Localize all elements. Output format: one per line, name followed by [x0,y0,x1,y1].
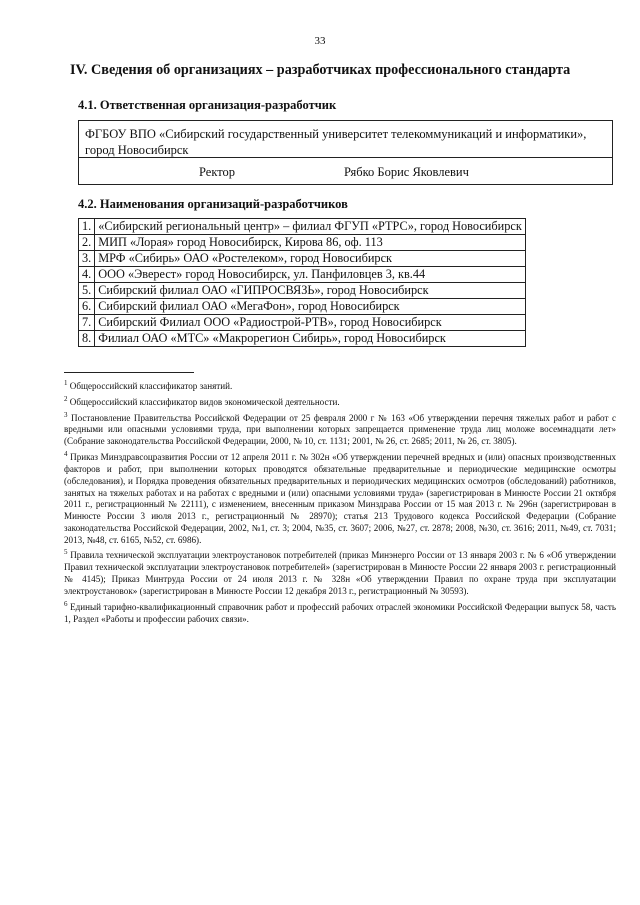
org-name-cell: «Сибирский региональный центр» – филиал ФГУП «РТРС», город Новосибирск [95,219,526,235]
row-number: 3. [79,251,95,267]
footnote-text: Единый тарифно-квалификационный справочник работ и профессий рабочих отраслей экономики Российской Федерации выпуск 58, часть 1, Раздел «Работы и профессии рабочих связи». [64,601,616,624]
table-row [79,315,526,331]
row-number: 1. [79,219,95,235]
org-name-cell: МИП «Лорая» город Новосибирск, Кирова 86, оф. 113 [95,235,526,251]
responsible-org-box [78,120,613,185]
org-name-cell: Сибирский Филиал ООО «Радиострой-РТВ», город Новосибирск [95,315,526,331]
developer-orgs-table [78,218,526,347]
footnote-mark: 2 [64,394,68,403]
table-row [79,331,526,347]
divider [79,157,612,158]
footnotes [64,378,616,626]
footnote-text: Приказ Минздравсоцразвития России от 12 апреля 2011 г. № 302н «Об утверждении перечней вредных и (или) опасных производственных факторов и работ, при выполнении которых проводятся обязательные предварительные и периодические медицинские осмотры (обследования), и Порядка проведения обязательных предварительных и периодических медицинских осмотров (обследований) работников, занятых на тяжелых работах и на работах с вредными и (или) опасными условиями труда» (зарегистрирован в Минюсте России 21 октября 2011 г., регистрационный № 22111), с изменением, внесенным приказом Минздрава России от 15 мая 2013 г. № 296н (зарегистрирован в Минюсте России 3 июля 2013 г., регистрационный № 28970); статья 213 Трудового кодекса Российской Федерации (Собрание законодательства Российской Федерации, 2002, №1, ст. 3; 2004, №35, ст. 3607; 2006, №27, ст. 2878; 2008, №30, ст. 3616; 2011, №49, ст. 7031; 2013, №48, ст. 6165, №52, ст. 6986). [64,452,616,545]
director-title: Ректор [199,165,236,179]
developer-orgs-heading: 4.2. Наименования организаций-разработчиков [78,197,348,211]
footnote-text: Постановление Правительства Российской Федерации от 25 февраля 2000 г № 163 «Об утверждении перечня тяжелых работ и работ с вредными или опасными условиями труда, при выполнении которых запрещается применение труда лиц моложе восемнадцати лет» (Собрание законодательства Российской Федерации, 2000, № 10, ст. 1131; 2001, № 26, ст. 2685; 2011, № 26, ст. 3805). [64,412,616,447]
row-number: 8. [79,331,95,347]
footnote [64,378,616,393]
table-row [79,219,526,235]
org-name-cell: МРФ «Сибирь» ОАО «Ростелеком», город Новосибирск [95,251,526,267]
table-row [79,251,526,267]
table-row [79,299,526,315]
page-number: 33 [314,35,326,47]
footnote [64,547,616,597]
row-number: 6. [79,299,95,315]
org-name-cell: Филиал ОАО «МТС» «Макрорегион Сибирь», город Новосибирск [95,331,526,347]
row-number: 5. [79,283,95,299]
table-row [79,267,526,283]
row-number: 4. [79,267,95,283]
footnote-mark: 3 [64,410,68,419]
footnote-text: Общероссийский классификатор видов экономической деятельности. [69,396,340,407]
footnote-mark: 6 [64,599,68,608]
footnote-mark: 5 [64,548,68,557]
org-name-cell: Сибирский филиал ОАО «МегаФон», город Новосибирск [95,299,526,315]
row-number: 2. [79,235,95,251]
table-row [79,283,526,299]
footnote [64,410,616,448]
footnote [64,599,616,626]
footnote-separator [64,372,194,373]
table-row [79,235,526,251]
footnote [64,449,616,546]
row-number: 7. [79,315,95,331]
responsible-org-name: ФГБОУ ВПО «Сибирский государственный университет телекоммуникаций и информатики», город Новосибирск [85,127,587,157]
footnote-mark: 4 [64,450,68,459]
org-name-cell: Сибирский филиал ОАО «ГИПРОСВЯЗЬ», город Новосибирск [95,283,526,299]
org-name-cell: ООО «Эверест» город Новосибирск, ул. Панфиловцев 3, кв.44 [95,267,526,283]
footnote-text: Общероссийский классификатор занятий. [69,381,233,392]
footnote-text: Правила технической эксплуатации электроустановок потребителей (приказ Минэнерго России от 13 января 2003 г. № 6 «Об утверждении Правил технической эксплуатации электроустановок потребителей» (зарегистрирован в Минюсте России 22 января 2003 г. регистрационный № 4145); Приказ Минтруда России от 24 июля 2013 г. № 328н «Об утверждении Правил по охране труда при эксплуатации электроустановок» (зарегистрирован в Минюсте России 12 декабря 2013 г., регистрационный № 30593). [64,550,616,596]
footnote-mark: 1 [64,379,68,387]
responsible-org-heading: 4.1. Ответственная организация-разработчик [78,98,337,112]
director-name: Рябко Борис Яковлевич [344,165,469,179]
footnote [64,394,616,409]
section-title: IV. Сведения об организациях – разработчиках профессионального стандарта [70,62,571,78]
